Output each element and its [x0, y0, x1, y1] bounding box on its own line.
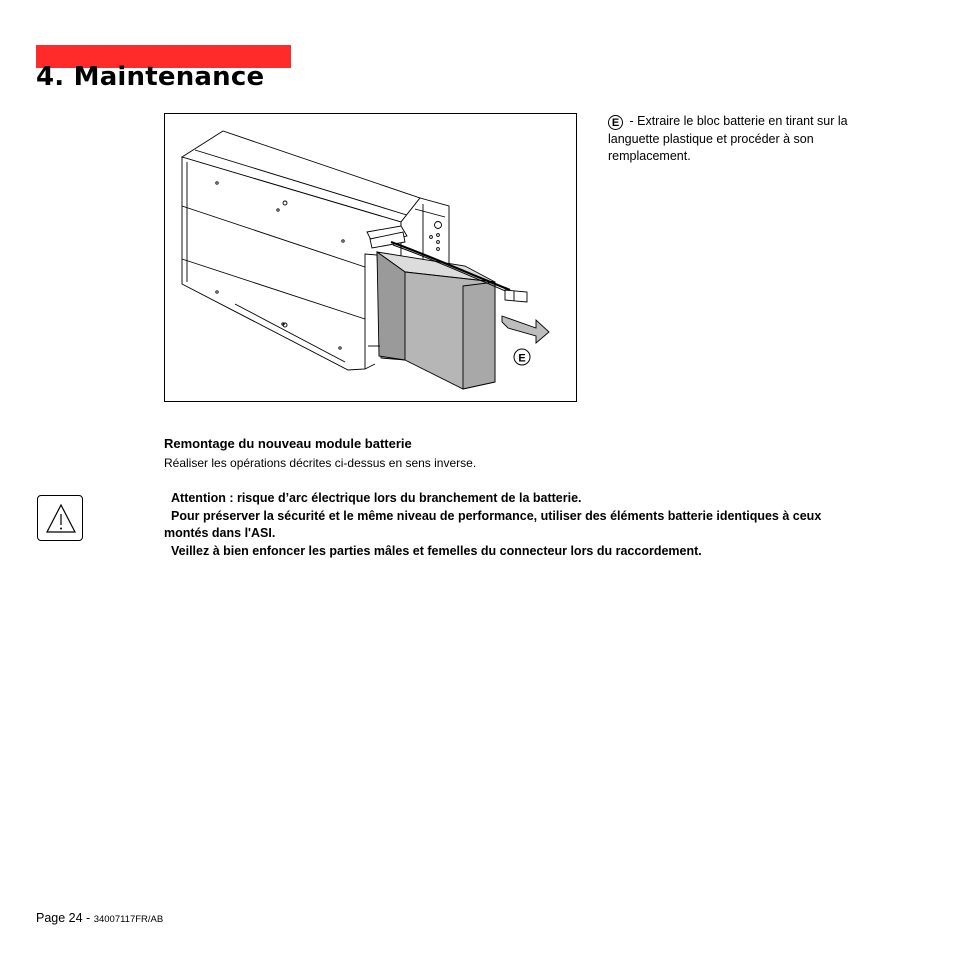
page-footer — [36, 911, 163, 925]
warning-list — [164, 490, 854, 560]
step-e-description — [608, 113, 868, 166]
reassembly-text: Réaliser les opérations décrites ci-dessus en sens inverse. — [164, 456, 477, 470]
figure-label-e: E — [518, 352, 526, 365]
step-e-badge: E — [608, 115, 623, 130]
warning-item: Pour préserver la sécurité et le même niveau de performance, utiliser des éléments batterie identiques à ceux montés dans l'ASI. — [164, 508, 822, 540]
page-number: Page 24 - — [36, 911, 94, 925]
warning-item: Attention : risque d’arc électrique lors du branchement de la batterie. — [171, 491, 582, 505]
battery-removal-figure — [164, 113, 577, 402]
warning-triangle-icon — [44, 502, 78, 536]
page-title: 4. Maintenance — [36, 62, 265, 92]
document-reference: 34007117FR/AB — [93, 914, 164, 925]
ups-illustration — [165, 114, 576, 401]
warning-icon-box — [37, 495, 83, 541]
warning-item: Veillez à bien enfoncer les parties mâles et femelles du connecteur lors du raccordement. — [171, 543, 702, 558]
step-e-text: - Extraire le bloc batterie en tirant sur la languette plastique et procéder à son remplacement. — [608, 114, 848, 163]
reassembly-heading: Remontage du nouveau module batterie — [164, 436, 412, 451]
